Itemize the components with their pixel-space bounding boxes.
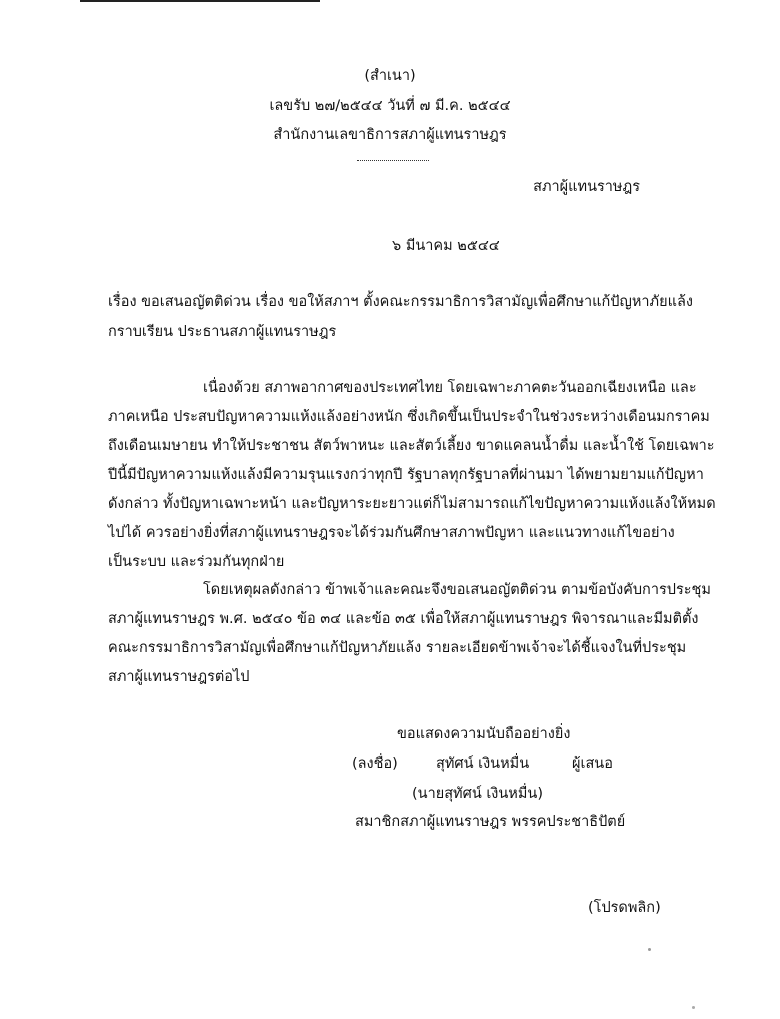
body-line: เป็นระบบ และร่วมกันทุกฝ่าย	[108, 554, 285, 570]
signer-position: สมาชิกสภาผู้แทนราษฎร พรรคประชาธิปัตย์	[355, 814, 626, 830]
subject-line: เรื่อง ขอเสนอญัตติด่วน เรื่อง ขอให้สภาฯ ตั้งคณะกรรมาธิการวิสามัญเพื่อศึกษาแก้ปัญหาภัยแล้ง	[108, 294, 693, 310]
scan-speck	[692, 1006, 695, 1009]
document-date: ๖ มีนาคม ๒๕๔๔	[392, 238, 500, 254]
receipt-number: เลขรับ ๒๗/๒๕๔๔ วันที่ ๗ มี.ค. ๒๕๔๔	[269, 98, 511, 114]
signer-role: ผู้เสนอ	[572, 756, 613, 772]
signer-name: สุทัศน์ เงินหมื่น	[436, 756, 530, 772]
office-name: สำนักงานเลขาธิการสภาผู้แทนราษฎร	[273, 127, 507, 143]
body-line: สภาผู้แทนราษฎร พ.ศ. ๒๕๔๐ ข้อ ๓๔ และข้อ ๓๕ เพื่อให้สภาผู้แทนราษฎร พิจารณาและมีมติตั้ง	[108, 611, 699, 627]
salutation: กราบเรียน ประธานสภาผู้แทนราษฎร	[108, 324, 337, 340]
please-turn-note: (โปรดพลิก)	[588, 900, 661, 916]
scan-speck	[648, 948, 651, 951]
sender: สภาผู้แทนราษฎร	[533, 179, 640, 195]
copy-mark: (สำเนา)	[364, 68, 416, 84]
body-line: ปีนี้มีปัญหาความแห้งแล้งมีความรุนแรงกว่าทุกปี รัฐบาลทุกรัฐบาลที่ผ่านมา ได้พยามยามแก้ปัญหา	[108, 467, 704, 483]
separator-line	[357, 160, 429, 161]
signer-full-name: (นายสุทัศน์ เงินหมื่น)	[412, 786, 543, 802]
body-line: คณะกรรมาธิการวิสามัญเพื่อศึกษาแก้ปัญหาภัยแล้ง รายละเอียดข้าพเจ้าจะได้ชี้แจงในที่ประชุม	[108, 640, 687, 656]
body-line: ไปได้ ควรอย่างยิ่งที่สภาผู้แทนราษฎรจะได้ร่วมกันศึกษาสภาพปัญหา และแนวทางแก้ไขอย่าง	[108, 525, 675, 541]
body-line: ดังกล่าว ทั้งปัญหาเฉพาะหน้า และปัญหาระยะยาวแต่ก็ไม่สามารถแก้ไขปัญหาความแห้งแล้งให้หมด	[108, 496, 716, 512]
body-line: ภาคเหนือ ประสบปัญหาความแห้งแล้งอย่างหนัก ซึ่งเกิดขึ้นเป็นประจำในช่วงระหว่างเดือนมกราคม	[108, 409, 710, 425]
body-line: สภาผู้แทนราษฎรต่อไป	[108, 669, 250, 685]
closing: ขอแสดงความนับถืออย่างยิ่ง	[397, 726, 571, 742]
top-border-line	[80, 0, 320, 2]
body-line: โดยเหตุผลดังกล่าว ข้าพเจ้าและคณะจึงขอเสนอญัตติด่วน ตามข้อบังคับการประชุม	[203, 582, 711, 598]
body-line: เนื่องด้วย สภาพอากาศของประเทศไทย โดยเฉพาะภาคตะวันออกเฉียงเหนือ และ	[203, 380, 697, 396]
body-line: ถึงเดือนเมษายน ทำให้ประชาชน สัตว์พาหนะ และสัตว์เลี้ยง ขาดแคลนน้ำดื่ม และน้ำใช้ โดยเฉพาะ	[108, 438, 715, 454]
signed-mark: (ลงชื่อ)	[352, 756, 398, 772]
